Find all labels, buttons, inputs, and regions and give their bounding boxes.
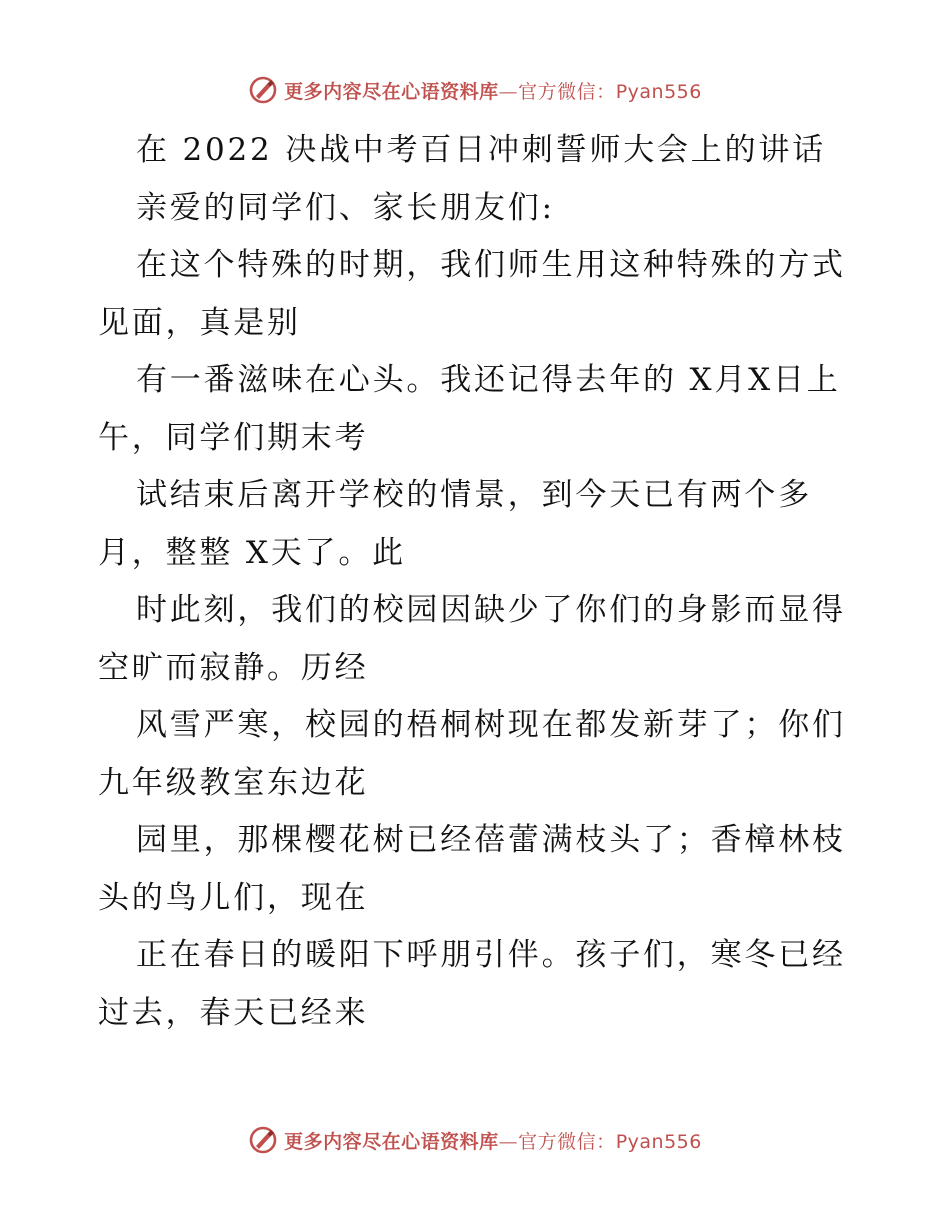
paragraph-line: 风雪严寒，校园的梧桐树现在都发新芽了；你们 <box>136 707 846 743</box>
header-watermark <box>0 70 950 110</box>
paragraph-line: 园里，那棵樱花树已经蓓蕾满枝头了；香樟林枝 <box>136 822 846 858</box>
pen-logo-icon <box>248 1125 278 1155</box>
watermark-wechat-label: 官方微信： <box>518 80 616 103</box>
paragraph-line: 头的鸟儿们，现在 <box>98 879 369 916</box>
paragraph-line: 正在春日的暖阳下呼朋引伴。孩子们，寒冬已经 <box>136 937 846 973</box>
paragraph-line: 九年级教室东边花 <box>98 764 369 801</box>
watermark-wechat-id: Pyan556 <box>615 1130 702 1153</box>
watermark-dash: — <box>498 80 519 103</box>
document-body <box>98 122 868 1042</box>
paragraph-line: 有一番滋味在心头。我还记得去年的 X月X日上 <box>136 362 841 398</box>
footer-watermark <box>0 1120 950 1160</box>
watermark-text <box>284 1127 702 1154</box>
paragraph-line: 时此刻，我们的校园因缺少了你们的身影而显得 <box>136 592 846 628</box>
watermark-wechat-id: Pyan556 <box>615 80 702 103</box>
paragraph-line: 试结束后离开学校的情景，到今天已有两个多 <box>136 477 812 513</box>
watermark-dash: — <box>498 1130 519 1153</box>
paragraph-line: 见面，真是别 <box>98 304 301 341</box>
paragraph-line: 月，整整 X天了。此 <box>98 534 406 571</box>
salutation: 亲爱的同学们、家长朋友们: <box>136 189 555 226</box>
watermark-wechat-label: 官方微信： <box>518 1130 616 1153</box>
pen-logo-icon <box>248 75 278 105</box>
paragraph-line: 空旷而寂静。历经 <box>98 649 369 686</box>
watermark-brand: 更多内容尽在心语资料库 <box>284 80 499 103</box>
document-title: 在 2022 决战中考百日冲刺誓师大会上的讲话 <box>136 132 826 168</box>
paragraph-line: 在这个特殊的时期，我们师生用这种特殊的方式 <box>136 247 846 283</box>
watermark-text <box>284 77 702 104</box>
paragraph-line: 午，同学们期末考 <box>98 419 369 456</box>
watermark-brand: 更多内容尽在心语资料库 <box>284 1130 499 1153</box>
paragraph-line: 过去，春天已经来 <box>98 994 369 1031</box>
